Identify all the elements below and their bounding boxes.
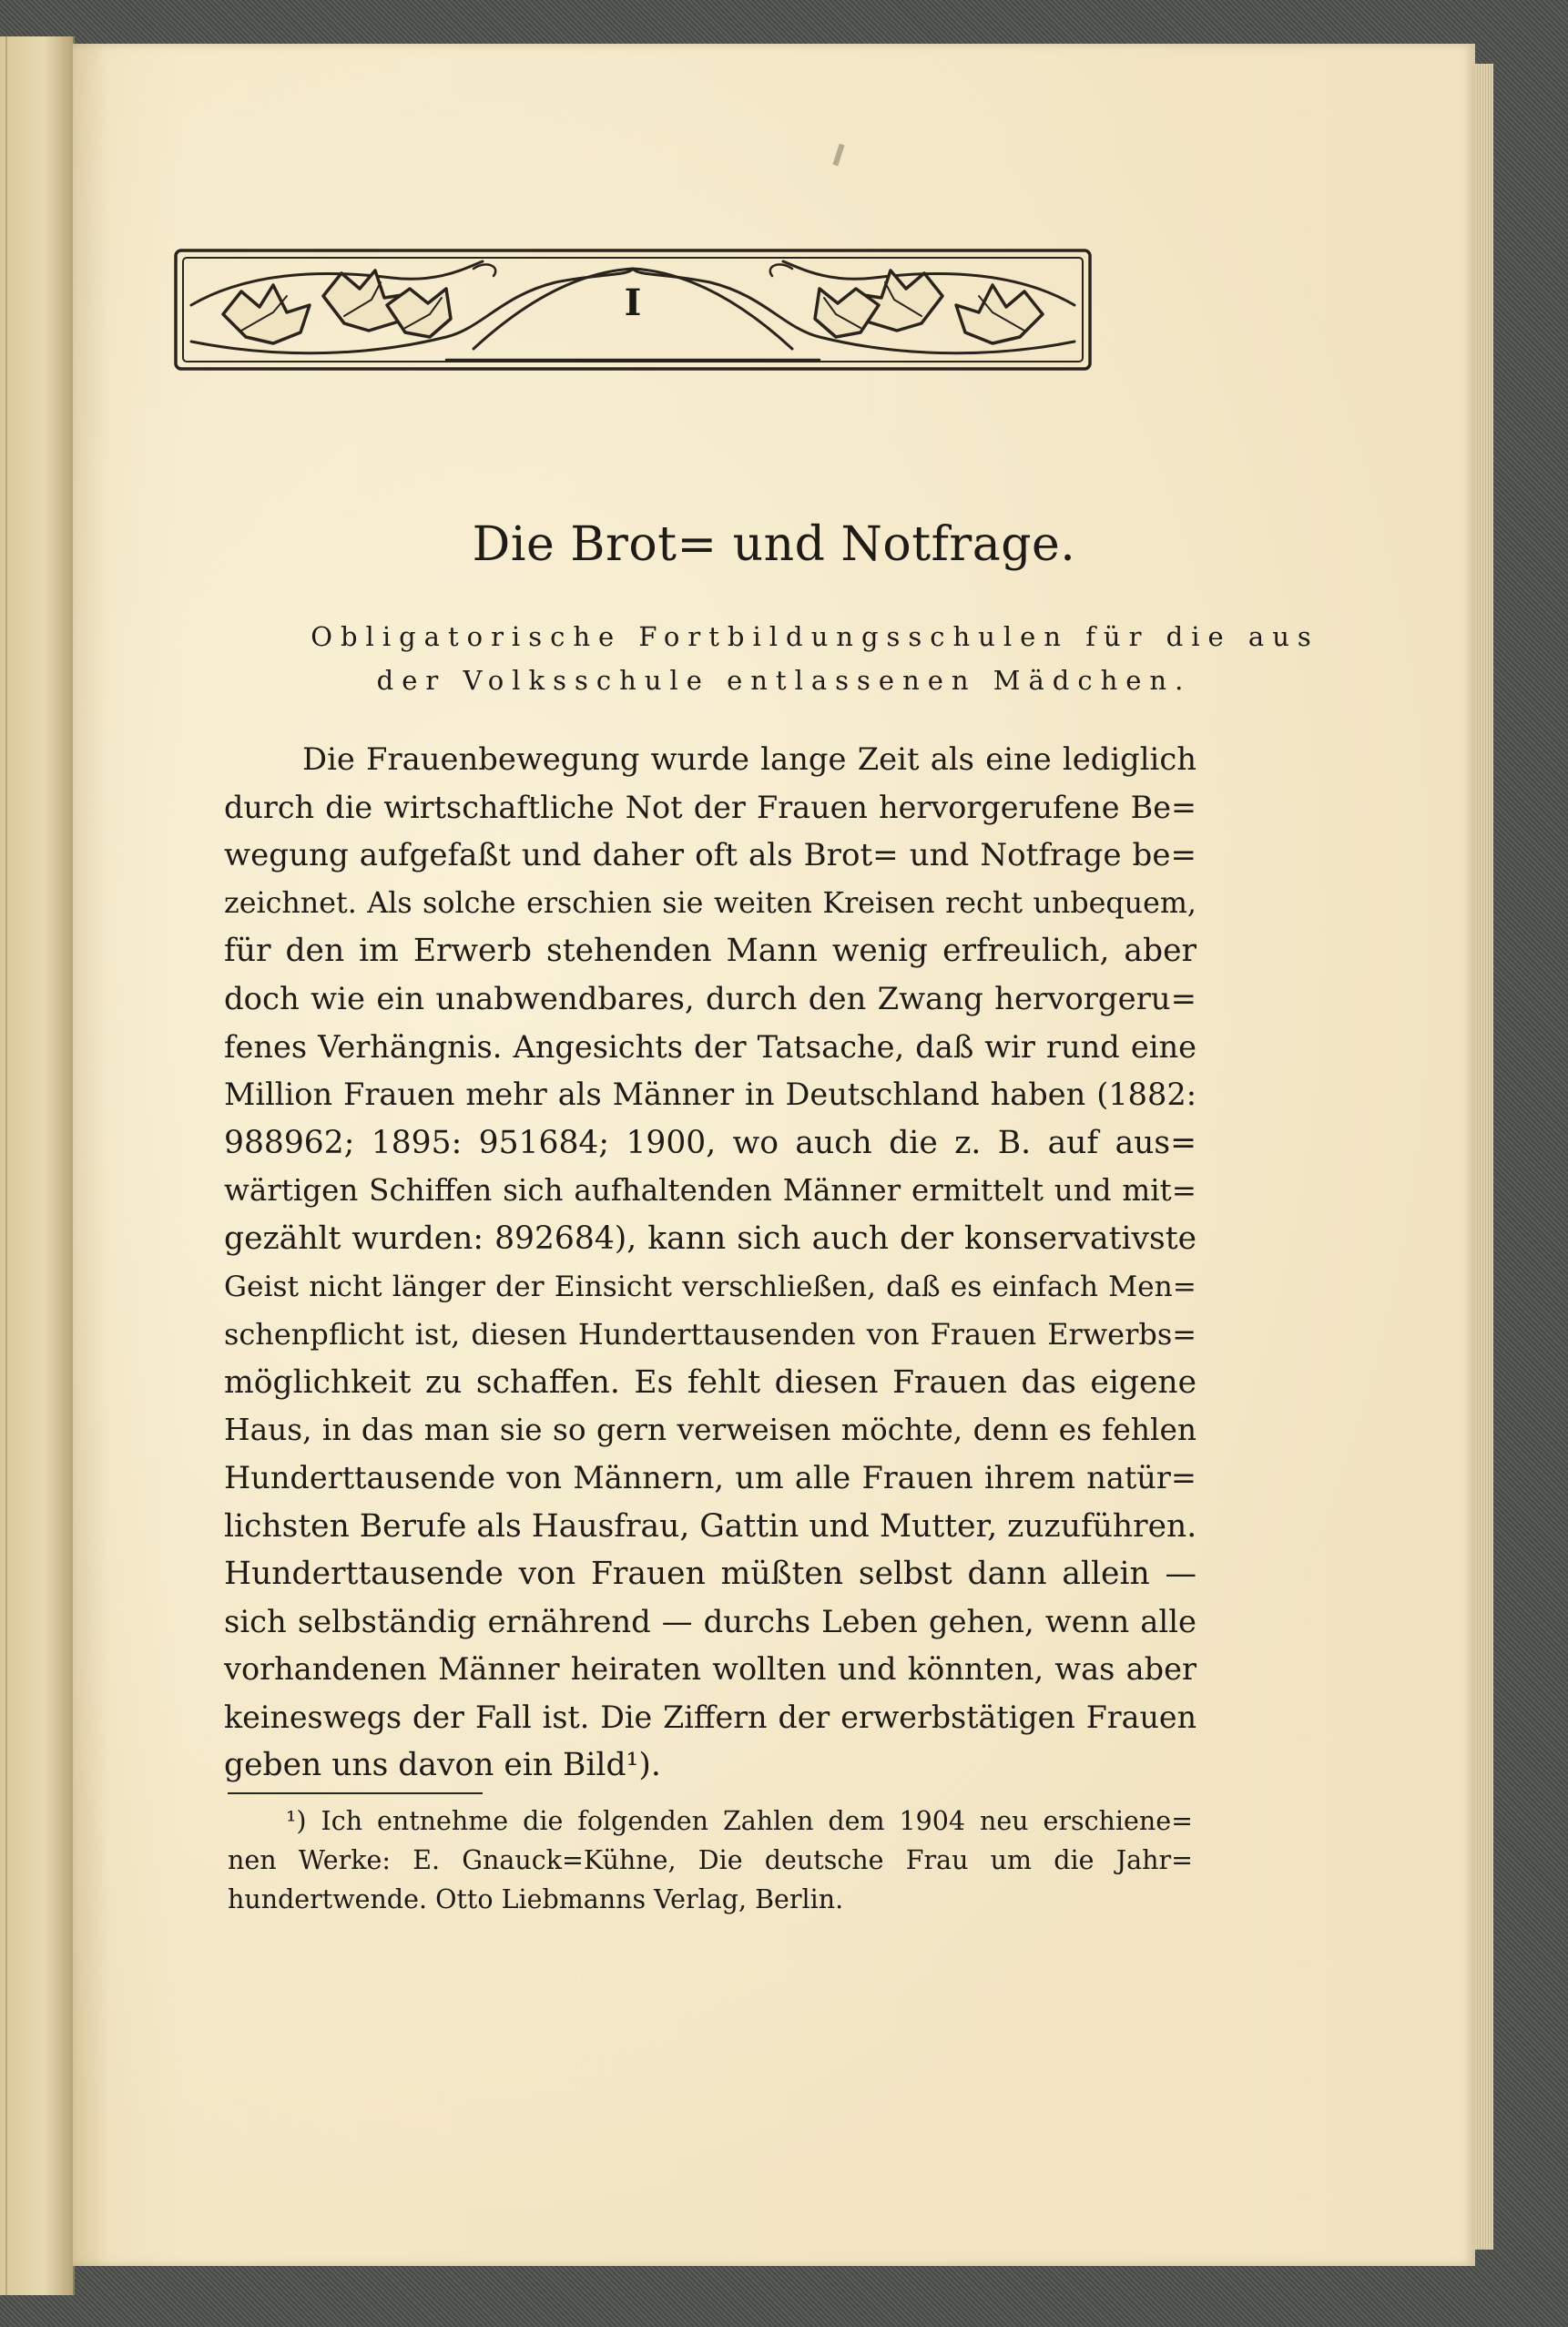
- left-page-fold: [5, 36, 7, 2295]
- text-line: doch wie ein unabwendbares, durch den Zwang hervorgeru=: [224, 980, 1196, 1016]
- text-line: Geist nicht länger der Einsicht verschließen, daß es einfach Men=: [224, 1270, 1196, 1303]
- text-line: zeichnet. Als solche erschien sie weiten Kreisen recht unbequem,: [224, 886, 1196, 920]
- text-line: durch die wirtschaftliche Not der Frauen hervorgerufene Be=: [224, 789, 1196, 825]
- text-line: gezählt wurden: 892684), kann sich auch der konservativste: [224, 1220, 1196, 1257]
- text-line: für den im Erwerb stehenden Mann wenig erfreulich, aber: [224, 933, 1196, 970]
- footnote-line: hundertwende. Otto Liebmanns Verlag, Berlin.: [228, 1884, 844, 1914]
- body-paragraph: [224, 736, 1196, 1790]
- text-line: Million Frauen mehr als Männer in Deutschland haben (1882:: [224, 1077, 1196, 1113]
- footnote-rule: [228, 1792, 483, 1794]
- chapter-number: I: [624, 281, 642, 324]
- text-line: keineswegs der Fall ist. Die Ziffern der erwerbstätigen Frauen: [224, 1699, 1196, 1735]
- text-line: schenpflicht ist, diesen Hunderttausenden von Frauen Erwerbs=: [224, 1317, 1196, 1352]
- footnote-line: ¹) Ich entnehme die folgenden Zahlen dem 1904 neu erschiene=: [286, 1806, 1193, 1836]
- text-line: Hunderttausende von Männern, um alle Frauen ihrem natür=: [224, 1459, 1196, 1495]
- text-line: möglichkeit zu schaffen. Es fehlt diesen Frauen das eigene: [224, 1363, 1196, 1401]
- chapter-ornament: [173, 241, 1093, 378]
- text-line: Haus, in das man sie so gern verweisen möchte, denn es fehlen: [224, 1413, 1196, 1448]
- text-line: vorhandenen Männer heiraten wollten und könnten, was aber: [224, 1651, 1196, 1688]
- left-page-edge: [0, 36, 75, 2295]
- subtitle-line-2: der Volksschule entlassenen Mädchen.: [376, 665, 1192, 696]
- text-line: wegung aufgefaßt und daher oft als Brot= und Notfrage be=: [224, 837, 1196, 874]
- text-line: lichsten Berufe als Hausfrau, Gattin und Mutter, zuzuführen.: [224, 1507, 1197, 1545]
- text-line: sich selbständig ernährend — durchs Leben gehen, wenn alle: [224, 1603, 1196, 1639]
- subtitle-line-1: Obligatorische Fortbildungsschulen für die aus: [311, 621, 1319, 652]
- footnote: [228, 1801, 1193, 1919]
- text-line: 988962; 1895: 951684; 1900, wo auch die z. B. auf aus=: [224, 1124, 1196, 1161]
- text-line: wärtigen Schiffen sich aufhaltenden Männer ermittelt und mit=: [224, 1173, 1196, 1209]
- text-line: geben uns davon ein Bild¹).: [224, 1747, 661, 1784]
- text-line: Hunderttausende von Frauen müßten selbst dann allein —: [224, 1556, 1196, 1593]
- text-line: fenes Verhängnis. Angesichts der Tatsache, daß wir rund eine: [224, 1028, 1196, 1065]
- footnote-line: nen Werke: E. Gnauck=Kühne, Die deutsche Frau um die Jahr=: [228, 1845, 1193, 1875]
- text-line: Die Frauenbewegung wurde lange Zeit als eine lediglich: [302, 741, 1196, 777]
- page-title: Die Brot= und Notfrage.: [472, 517, 1076, 572]
- page-fore-edge: [1475, 64, 1493, 2250]
